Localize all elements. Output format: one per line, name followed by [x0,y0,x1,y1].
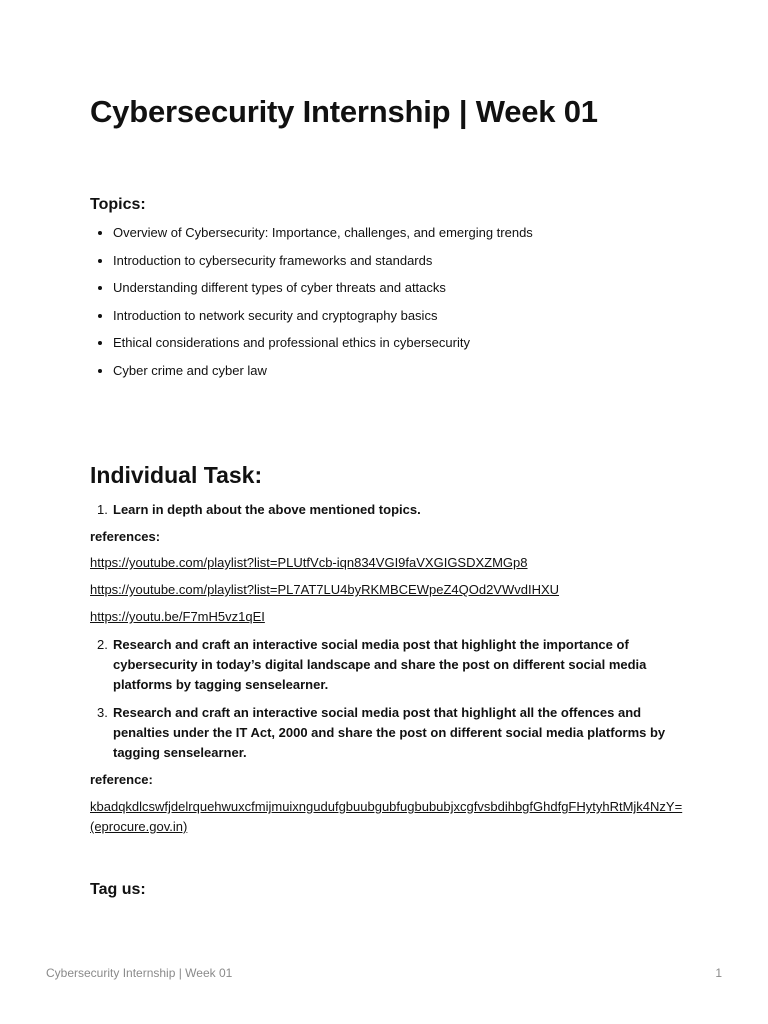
reference-link-2[interactable]: https://youtube.com/playlist?list=PL7AT7LU4byRKMBCEWpeZ4QOd2VWvdIHXU [90,582,560,597]
references-label: references: [90,529,161,544]
task-text: Learn in depth about the above mentioned topics. [113,502,421,517]
footer-title: Cybersecurity Internship | Week 01 [46,966,233,980]
bullet-icon [98,259,102,263]
topics-list [90,224,533,389]
bullet-icon [98,341,102,345]
list-item: Understanding different types of cyber threats and attacks [90,279,533,297]
task-text: Research and craft an interactive social media post that highlight the importance of cybersecurity in today’s digital landscape and share the post on different social media platforms by tagging senselearner. [113,637,647,692]
task-number: 1. [97,502,108,517]
list-item: Introduction to network security and cryptography basics [90,307,533,325]
bullet-icon [98,369,102,373]
bullet-icon [98,314,102,318]
tag-us-heading: Tag us: [90,881,146,898]
task-text: Research and craft an interactive social media post that highlight all the offences and penalties under the IT Act, 2000 and share the post on different social media platforms by tagging senselearner. [113,705,666,760]
task-number: 2. [97,637,108,652]
reference-link-3[interactable]: https://youtu.be/F7mH5vz1qEI [90,609,265,624]
topics-heading: Topics: [90,196,146,213]
document-title: Cybersecurity Internship | Week 01 [90,94,598,129]
list-item: Introduction to cybersecurity frameworks and standards [90,252,533,270]
list-item: Ethical considerations and professional ethics in cybersecurity [90,334,533,352]
eprocure-link[interactable]: kbadqkdlcswfjdelrquehwuxcfmijmuixngudufgbuubgubfugbububjxcgfvsbdihbgfGhdfgFHytyhRtMjk4NzY= [90,799,683,814]
reference-link-1[interactable]: https://youtube.com/playlist?list=PLUtfVcb-iqn834VGI9faVXGIGSDXZMGp8 [90,555,528,570]
bullet-icon [98,231,102,235]
list-item: Overview of Cybersecurity: Importance, challenges, and emerging trends [90,224,533,242]
task-number: 3. [97,705,108,720]
individual-task-heading: Individual Task: [90,462,263,488]
eprocure-link-domain[interactable]: (eprocure.gov.in) [90,819,188,834]
reference-label: reference: [90,772,153,787]
list-item: Cyber crime and cyber law [90,362,533,380]
bullet-icon [98,286,102,290]
page-number: 1 [715,966,722,980]
